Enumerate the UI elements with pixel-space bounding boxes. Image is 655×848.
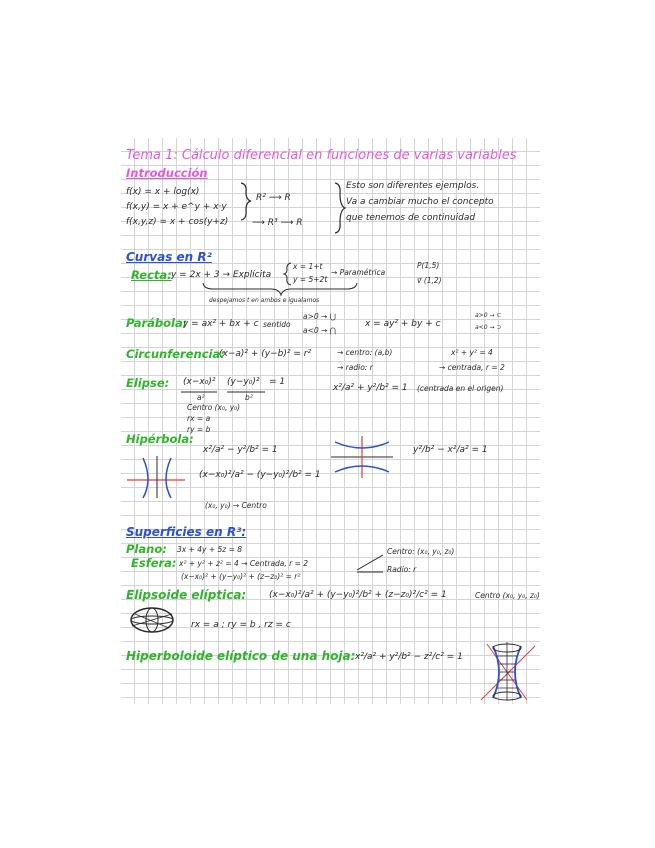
elipse-den-1: a²	[197, 393, 205, 402]
surfaces-heading: Superficies en R³:	[126, 525, 247, 539]
parabola-x-down: a<0 → ⊃	[475, 324, 502, 331]
brace-icon	[239, 182, 253, 222]
function-1: f(x) = x + log(x)	[126, 187, 200, 197]
circ-centro: → centro: (a,b)	[337, 348, 393, 357]
hiperbola-eq-3: y²/b² − x²/a² = 1	[413, 445, 488, 455]
esfera-equation: x² + y² + z² = 4 → Centrada, r = 2	[179, 559, 309, 568]
hiperbola-label: Hipérbola:	[126, 432, 194, 446]
parabola-x-up: a>0 → ⊂	[475, 312, 502, 319]
sentido-up: a>0 → ⋃	[303, 312, 336, 321]
elipsoide-radios: rx = a ; ry = b , rz = c	[191, 620, 291, 630]
plano-equation: 3x + 4y + 5z = 8	[177, 545, 243, 554]
function-3: f(x,y,z) = x + cos(y+z)	[126, 217, 229, 227]
intro-heading: Introducción	[126, 166, 208, 180]
param-x: x = 1+t	[293, 262, 323, 271]
despejamos-note: despejamos t en ambos e igualamos	[209, 297, 320, 304]
elipse-num-2: (y−y₀)²	[227, 377, 260, 387]
elipse-rx: rx = a	[187, 414, 211, 423]
parabola-label: Parábola:	[126, 316, 188, 330]
hyperbola-vertical-sketch	[329, 434, 395, 480]
elipsoide-label: Elipsoide elíptica:	[126, 588, 247, 602]
circ-equation: (x−a)² + (y−b)² = r²	[219, 349, 312, 359]
intro-note-1: Esto son diferentes ejemplos.	[346, 181, 480, 191]
parabola-equation: y = ax² + bx + c	[183, 319, 259, 329]
elipse-num-1: (x−x₀)²	[183, 377, 216, 387]
intro-note-3: que tenemos de continuidad	[346, 213, 476, 223]
esfera-equation-2: (x−x₀)² + (y−y₀)² + (z−z₀)² = r²	[181, 572, 301, 581]
hyperbola-horizontal-sketch	[127, 454, 187, 500]
circ-radio: → radio: r	[337, 363, 373, 372]
parabola-x-equation: x = ay² + by + c	[365, 319, 441, 329]
intro-note-2: Va a cambiar mucho el concepto	[346, 197, 494, 207]
elipsoide-equation: (x−x₀)²/a² + (y−y₀)²/b² + (z−z₀)²/c² = 1	[269, 590, 447, 600]
elipse-label: Elipse:	[126, 376, 170, 390]
sentido-label: sentido	[263, 320, 291, 329]
elipse-ry: ry = b	[187, 425, 211, 434]
elipse-den-2: b²	[245, 393, 253, 402]
esfera-radio: Radio: r	[387, 565, 417, 574]
recta-equation: y = 2x + 3 → Explícita	[171, 270, 272, 280]
hiperbola-eq-1: x²/a² − y²/b² = 1	[203, 445, 278, 455]
map-r2: R² ⟶ R	[256, 193, 291, 203]
param-label: → Paramétrica	[331, 268, 386, 277]
param-y: y = 5+2t	[293, 275, 328, 284]
page-title: Tema 1: Cálculo diferencial en funciones de varias variables	[126, 148, 517, 163]
esfera-arrows-icon	[357, 552, 385, 574]
esfera-centro: Centro: (x₀, y₀, z₀)	[387, 547, 455, 556]
circ-label: Circunferencia:	[126, 347, 225, 361]
brace-right-icon	[333, 182, 347, 234]
elipse-origin-equation: x²/a² + y²/b² = 1	[333, 383, 408, 393]
hiperboloide-equation: x²/a² + y²/b² − z²/c² = 1	[355, 652, 463, 662]
elipse-origin-note: (centrada en el origen)	[417, 384, 504, 393]
function-2: f(x,y) = x + e^y + x·y	[126, 202, 227, 212]
map-r3: ⟶ R³ ⟶ R	[252, 218, 303, 228]
notebook-page	[121, 138, 540, 704]
hiperbola-centro: (x₀, y₀) → Centro	[205, 501, 267, 510]
elipsoide-centro: Centro (x₀, y₀, z₀)	[475, 591, 540, 600]
elipse-centro: Centro (x₀, y₀)	[187, 403, 241, 412]
curves-heading: Curvas en R²	[126, 250, 212, 264]
esfera-label: Esfera:	[131, 556, 177, 570]
hiperboloide-label: Hiperboloide elíptico de una hoja:	[126, 649, 356, 663]
hiperbola-eq-2: (x−x₀)²/a² − (y−y₀)²/b² = 1	[199, 470, 321, 480]
circ-example-note: → centrada, r = 2	[439, 363, 505, 372]
circ-example: x² + y² = 4	[451, 348, 493, 357]
ellipsoid-sketch	[129, 606, 175, 634]
recta-label: Recta:	[131, 268, 172, 282]
elipse-eq-rest: = 1	[269, 377, 286, 387]
hyperboloid-sketch	[479, 642, 537, 702]
sentido-down: a<0 → ⋂	[303, 326, 336, 335]
param-point: P(1,5)	[417, 261, 440, 270]
plano-label: Plano:	[126, 542, 167, 556]
param-vector: v⃗ (1,2)	[417, 276, 442, 285]
